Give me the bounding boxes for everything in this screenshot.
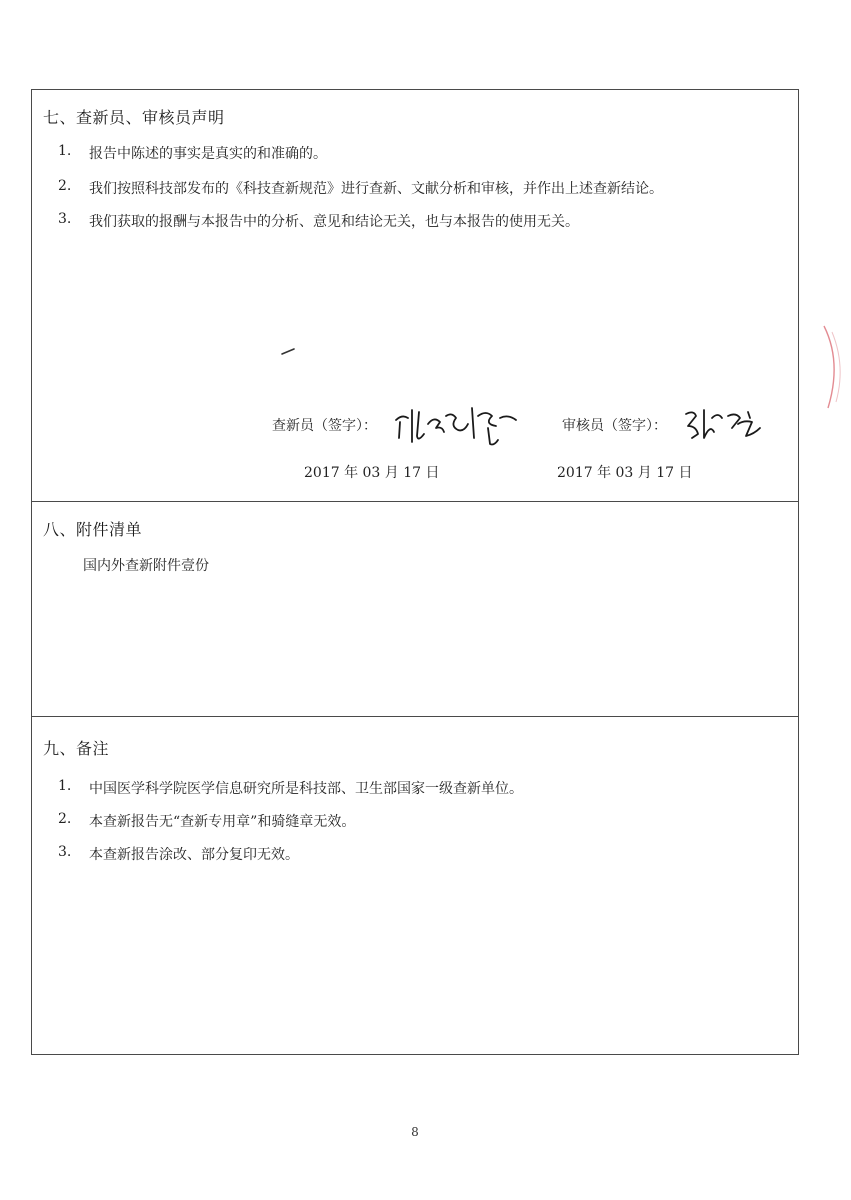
item-text: 报告中陈述的事实是真实的和准确的。 xyxy=(89,146,327,162)
section-title: 七、查新员、审核员声明 xyxy=(43,108,225,127)
item-number: 3. xyxy=(58,211,72,227)
reviewer-date: 2017 年 03 月 17 日 xyxy=(557,465,693,481)
report-form-table xyxy=(31,89,799,1055)
item-text: 本查新报告涂改、部分复印无效。 xyxy=(89,847,299,863)
item-text: 中国医学科学院医学信息研究所是科技部、卫生部国家一级查新单位。 xyxy=(89,781,523,797)
item-number: 2. xyxy=(58,178,72,194)
ink-mark xyxy=(280,346,298,356)
searcher-handwritten-signature xyxy=(392,398,532,448)
item-number: 3. xyxy=(58,844,72,860)
section-attachments xyxy=(32,501,798,716)
item-number: 1. xyxy=(58,778,72,794)
section-title: 九、备注 xyxy=(43,739,110,758)
section-remarks xyxy=(32,716,798,1056)
item-text: 本查新报告无“查新专用章”和骑缝章无效。 xyxy=(89,814,356,830)
reviewer-signature-label: 审核员（签字）： xyxy=(562,418,667,434)
item-number: 1. xyxy=(58,143,72,159)
searcher-date: 2017 年 03 月 17 日 xyxy=(304,465,440,481)
section-declaration xyxy=(32,90,798,501)
item-text: 我们获取的报酬与本报告中的分析、意见和结论无关，也与本报告的使用无关。 xyxy=(89,214,579,230)
searcher-signature-label: 查新员（签字）： xyxy=(272,418,377,434)
page-number: 8 xyxy=(411,1125,419,1139)
attachment-content: 国内外查新附件壹份 xyxy=(83,558,209,574)
seal-edge-mark xyxy=(818,322,848,412)
item-number: 2. xyxy=(58,811,72,827)
reviewer-handwritten-signature xyxy=(682,404,772,448)
item-text: 我们按照科技部发布的《科技查新规范》进行查新、文献分析和审核，并作出上述查新结论。 xyxy=(89,181,663,197)
section-title: 八、附件清单 xyxy=(43,520,143,539)
